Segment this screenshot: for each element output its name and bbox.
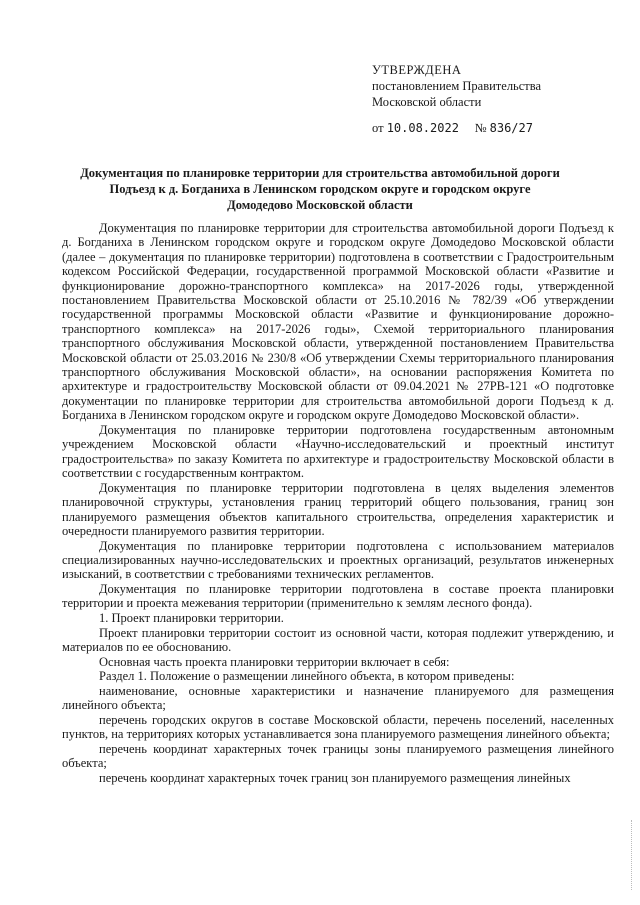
paragraph: Документация по планировке территории подготовлена в целях выделения элементов планировочной структуры, установления границ территорий общего пользования, границ зон планируемого размещения объектов капитального строительства, определения характеристик и очередности планируемого развития территории. <box>62 480 614 538</box>
paragraph: наименование, основные характеристики и назначение планируемого для размещения линейного объекта; <box>62 683 614 713</box>
decree-number-sign: № <box>474 121 487 135</box>
paragraph: Документация по планировке территории подготовлена с использованием материалов специализированных научно-исследовательских и проектных организаций, результатов инженерных изысканий, в соответствии с требованиями технических регламентов. <box>62 538 614 582</box>
paragraph: перечень городских округов в составе Московской области, перечень поселений, населенных пунктов, на территориях которых устанавливается зона планируемого размещения линейного объекта; <box>62 712 614 742</box>
scan-edge-mark <box>631 820 638 890</box>
approval-line-1: постановлением Правительства <box>372 79 542 93</box>
paragraph: 1. Проект планировки территории. <box>99 610 284 625</box>
document-title <box>70 165 570 213</box>
paragraph: перечень координат характерных точек границы зоны планируемого размещения линейного объекта; <box>62 741 614 771</box>
title-line-1: Документация по планировке территории для строительства автомобильной дороги <box>80 166 560 180</box>
title-line-2: Подъезд к д. Богданиха в Ленинском городском округе и городском округе <box>109 182 531 196</box>
approval-heading: УТВЕРЖДЕНА <box>372 63 462 77</box>
paragraph: Основная часть проекта планировки территории включает в себя: <box>99 654 450 669</box>
decree-date-number <box>372 121 533 136</box>
paragraph: Проект планировки территории состоит из основной части, которая подлежит утверждению, и материалов по ее обоснованию. <box>62 625 614 654</box>
paragraph: Документация по планировке территории подготовлена в составе проекта планировки территории и проекта межевания территории (применительно к землям лесного фонда). <box>62 581 614 611</box>
decree-number: 836/27 <box>489 121 533 135</box>
decree-prefix: от <box>372 121 384 135</box>
decree-date: 10.08.2022 <box>386 121 459 135</box>
paragraph: Документация по планировке территории для строительства автомобильной дороги Подъезд к д. Богданиха в Ленинском городском округе и городском округе Домодедово Московской области (далее – документация по планировке территории) подготовлена в соответствии с Градостроительным кодексом Российской Федерации, государственной программой Московской области «Развитие и функционирование дорожно-транспортного комплекса» на 2017-2026 годы, утвержденной постановлением Правительства Московской области от 25.10.2016 № 782/39 «Об утверждении государственной программы Московской области «Развитие и функционирование дорожно-транспортного комплекса» на 2017-2026 годы», Схемой территориального планирования транспортного обслуживания Московской области, утвержденной постановлением Правительства Московской области от 25.03.2016 № 230/8 «Об утверждении Схемы территориального планирования транспортного обслуживания Московской области», на основании распоряжения Комитета по архитектуре и градостроительству Московской области от 09.04.2021 № 27РВ-121 «О подготовке документации по планировке территории для строительства автомобильной дороги Подъезд к д. Богданиха в Ленинском городском округе и городском округе Домодедово Московской области». <box>62 221 614 423</box>
title-line-3: Домодедово Московской области <box>227 198 413 212</box>
paragraph: перечень координат характерных точек границ зон планируемого размещения линейных <box>99 770 571 785</box>
document-body <box>62 221 614 785</box>
approval-block <box>372 62 541 110</box>
approval-line-2: Московской области <box>372 95 482 109</box>
paragraph: Документация по планировке территории подготовлена государственным автономным учреждением Московской области «Научно-исследовательский и проектный институт градостроительства» по заказу Комитета по архитектуре и градостроительству Московской области в соответствии с государственным контрактом. <box>62 422 614 481</box>
paragraph: Раздел 1. Положение о размещении линейного объекта, в котором приведены: <box>99 669 515 684</box>
